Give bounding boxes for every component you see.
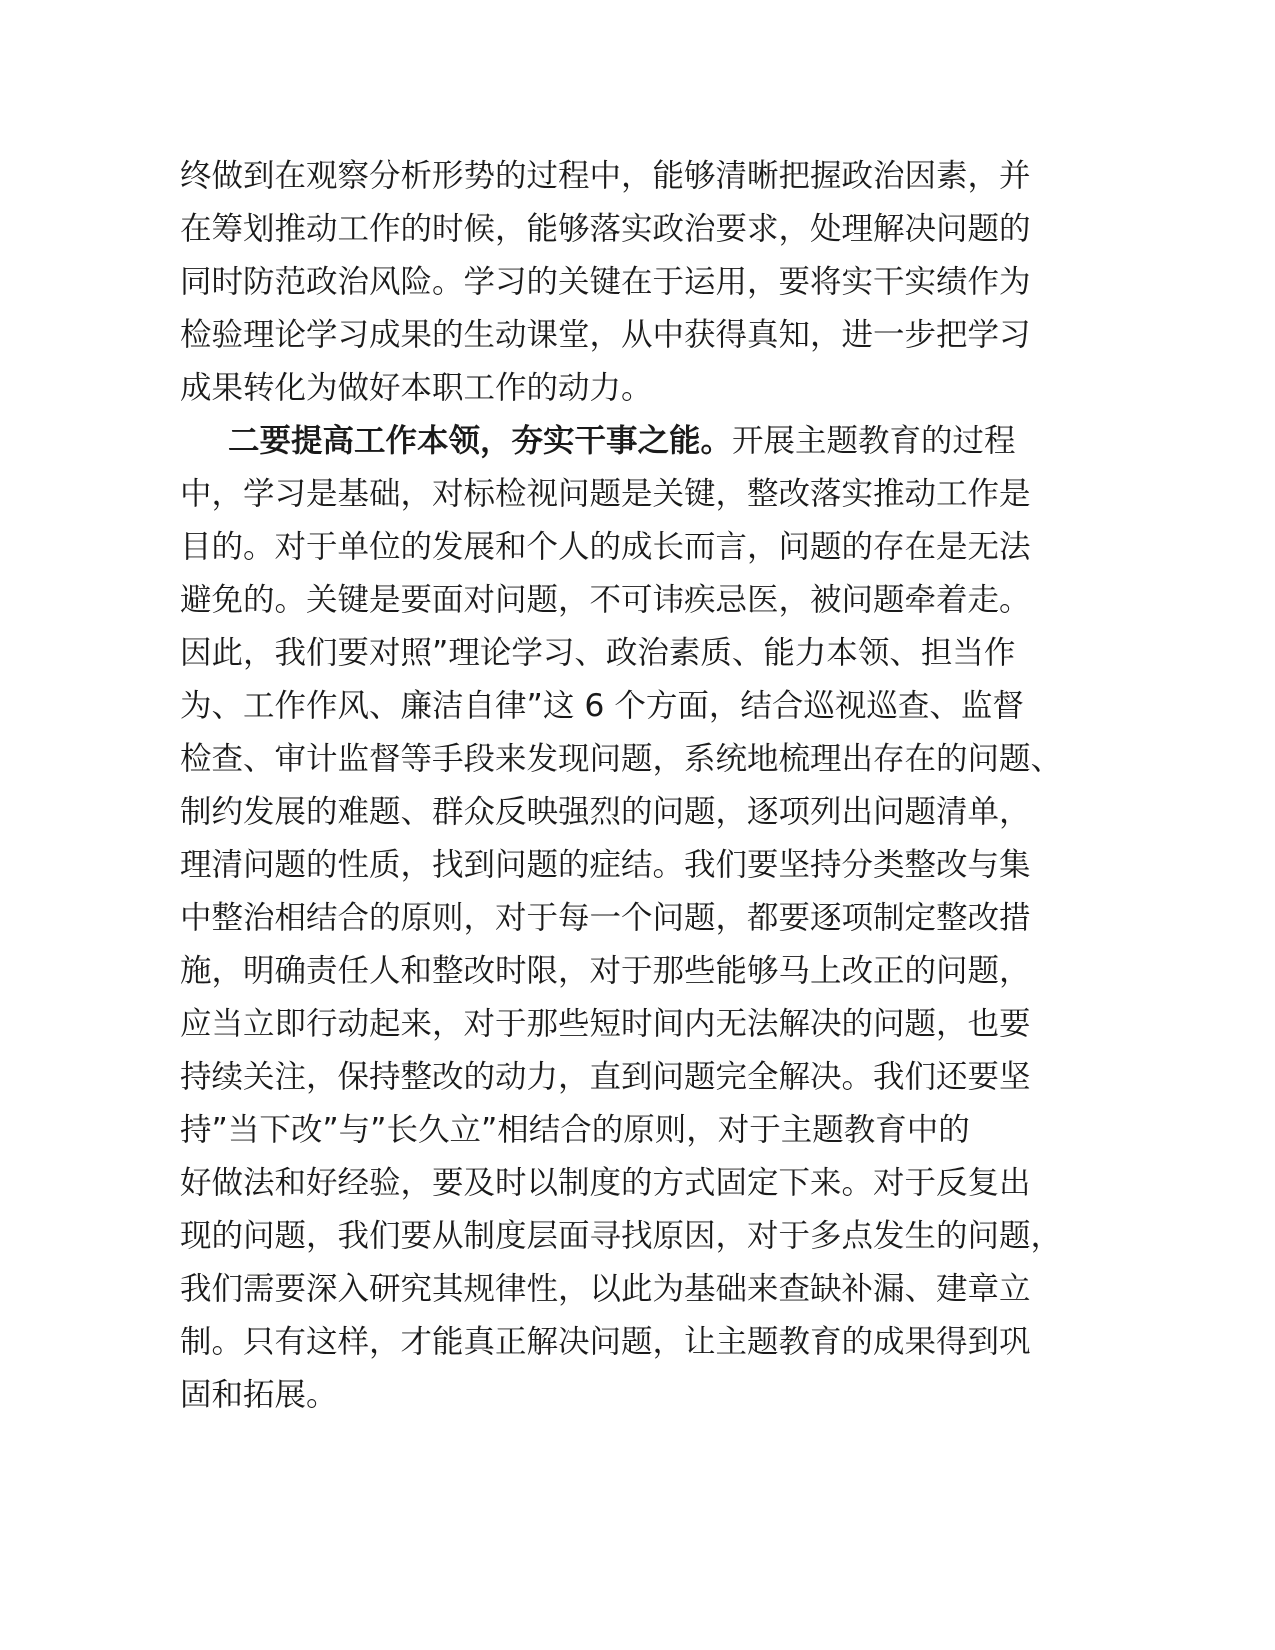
paragraph-heading: 二要提高工作本领，夯实干事之能。 [228, 423, 733, 459]
text-line: 制约发展的难题、群众反映强烈的问题，逐项列出问题清单， [180, 794, 1031, 830]
text-line: 终做到在观察分析形势的过程中，能够清晰把握政治因素，并 [180, 158, 1031, 194]
text-line: 持”当下改”与”长久立”相结合的原则，对于主题教育中的 [180, 1112, 970, 1148]
text-line: 好做法和好经验，要及时以制度的方式固定下来。对于反复出 [180, 1165, 1031, 1201]
text-line: 在筹划推动工作的时候，能够落实政治要求，处理解决问题的 [180, 211, 1031, 247]
text-line: 同时防范政治风险。学习的关键在于运用，要将实干实绩作为 [180, 264, 1031, 300]
text-line: 检查、审计监督等手段来发现问题，系统地梳理出存在的问题、 [180, 741, 1063, 777]
text-line: 现的问题，我们要从制度层面寻找原因，对于多点发生的问题， [180, 1218, 1063, 1254]
text-line: 持续关注，保持整改的动力，直到问题完全解决。我们还要坚 [180, 1059, 1031, 1095]
text-line: 理清问题的性质，找到问题的症结。我们要坚持分类整改与集 [180, 847, 1031, 883]
text-line: 成果转化为做好本职工作的动力。 [180, 370, 653, 406]
text-line: 我们需要深入研究其规律性，以此为基础来查缺补漏、建章立 [180, 1271, 1031, 1307]
paragraph-first-line [180, 415, 1070, 468]
text-line: 避免的。关键是要面对问题，不可讳疾忌医，被问题牵着走。 [180, 582, 1031, 618]
text-line: 施，明确责任人和整改时限，对于那些能够马上改正的问题， [180, 953, 1031, 989]
text-line: 制。只有这样，才能真正解决问题，让主题教育的成果得到巩 [180, 1324, 1031, 1360]
text-line: 中，学习是基础，对标检视问题是关键，整改落实推动工作是 [180, 476, 1031, 512]
paragraph-first-line-text: 开展主题教育的过程 [732, 423, 1016, 459]
text-line: 固和拓展。 [180, 1377, 338, 1413]
text-line: 应当立即行动起来，对于那些短时间内无法解决的问题，也要 [180, 1006, 1031, 1042]
text-line: 为、工作作风、廉洁自律”这 6 个方面，结合巡视巡查、监督 [180, 688, 1024, 724]
document-body [180, 150, 1070, 1422]
paragraph-2 [180, 415, 1070, 1422]
paragraph-1 [180, 150, 1070, 415]
text-line: 因此，我们要对照”理论学习、政治素质、能力本领、担当作 [180, 635, 1016, 671]
text-line: 目的。对于单位的发展和个人的成长而言，问题的存在是无法 [180, 529, 1031, 565]
text-line: 中整治相结合的原则，对于每一个问题，都要逐项制定整改措 [180, 900, 1031, 936]
text-line: 检验理论学习成果的生动课堂，从中获得真知，进一步把学习 [180, 317, 1031, 353]
